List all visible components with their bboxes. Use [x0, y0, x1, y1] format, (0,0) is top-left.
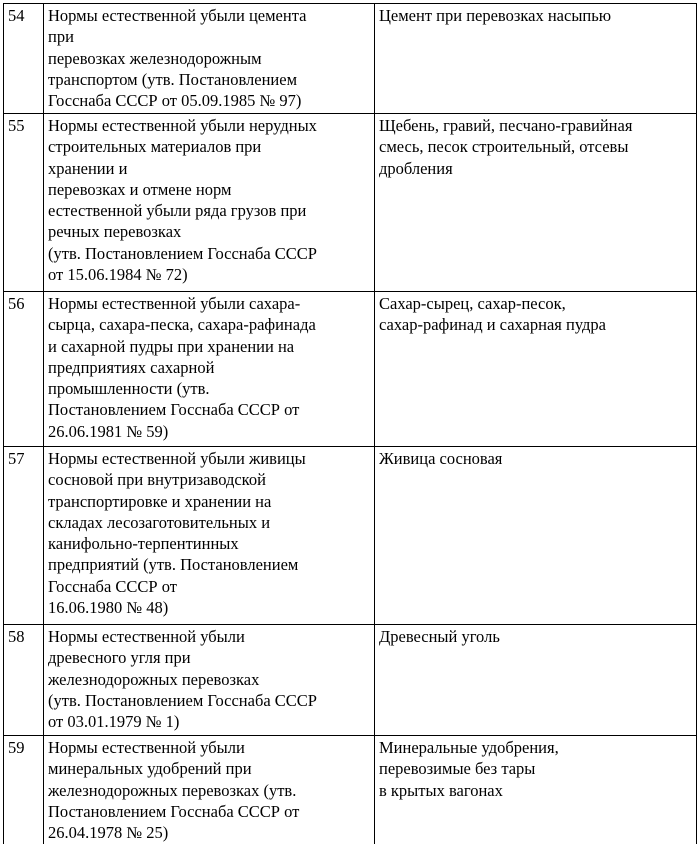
norm-title-line: Госснаба СССР от	[48, 576, 177, 596]
norm-title-line: перевозках железнодорожным	[48, 48, 262, 68]
norm-title-line: и сахарной пудры при хранении на	[48, 336, 295, 356]
norm-title-line: от 15.06.1984 № 72)	[48, 265, 188, 285]
table-row	[4, 4, 697, 114]
norm-title-line: перевозках и отмене норм	[48, 179, 232, 199]
norm-title	[44, 292, 375, 447]
row-number: 54	[4, 4, 44, 114]
goods-line: дробления	[379, 158, 453, 178]
table-row	[4, 447, 697, 625]
norm-title	[44, 447, 375, 625]
table-row	[4, 736, 697, 844]
goods-line: Щебень, гравий, песчано-гравийная	[379, 116, 633, 135]
norm-title	[44, 114, 375, 292]
norm-title-line: при	[48, 27, 74, 47]
norm-title-line: железнодорожных перевозках	[48, 669, 260, 689]
norm-title-line: канифольно-терпентинных	[48, 534, 239, 554]
norm-title-line: транспортировке и хранении на	[48, 491, 272, 511]
row-number: 58	[4, 625, 44, 736]
norm-title-line: минеральных удобрений при	[48, 759, 252, 779]
goods-line: Цемент при перевозках насыпью	[379, 6, 612, 25]
norm-title-line: Нормы естественной убыли	[48, 738, 245, 757]
goods-line: Древесный уголь	[379, 627, 500, 646]
goods-description	[375, 736, 697, 844]
goods-description	[375, 625, 697, 736]
norm-title-line: (утв. Постановлением Госснаба СССР	[48, 243, 317, 263]
norm-title-line: 16.06.1980 № 48)	[48, 598, 169, 618]
norm-title-line: Госснаба СССР от 05.09.1985 № 97)	[48, 91, 302, 111]
goods-line: смесь, песок строительный, отсевы	[379, 137, 629, 157]
norm-title	[44, 625, 375, 736]
norms-table	[3, 3, 697, 844]
goods-line: Сахар-сырец, сахар-песок,	[379, 294, 566, 313]
norm-title-line: сырца, сахара-песка, сахара-рафинада	[48, 315, 316, 335]
row-number: 59	[4, 736, 44, 844]
norm-title-line: предприятий (утв. Постановлением	[48, 555, 299, 575]
norm-title-line: промышленности (утв.	[48, 379, 210, 399]
norm-title-line: Нормы естественной убыли нерудных	[48, 116, 317, 135]
norm-title-line: древесного угля при	[48, 648, 191, 668]
goods-description	[375, 292, 697, 447]
norm-title-line: от 03.01.1979 № 1)	[48, 712, 180, 732]
goods-line: Минеральные удобрения,	[379, 738, 559, 757]
norm-title	[44, 4, 375, 114]
norm-title-line: 26.04.1978 № 25)	[48, 823, 169, 843]
table-row	[4, 625, 697, 736]
goods-description	[375, 4, 697, 114]
goods-line: в крытых вагонах	[379, 780, 503, 800]
norm-title-line: складах лесозаготовительных и	[48, 512, 271, 532]
goods-description	[375, 114, 697, 292]
norm-title-line: предприятиях сахарной	[48, 357, 215, 377]
goods-line: перевозимые без тары	[379, 759, 536, 779]
norm-title-line: Постановлением Госснаба СССР от	[48, 400, 300, 420]
goods-line: Живица сосновая	[379, 449, 503, 468]
norm-title-line: речных перевозках	[48, 222, 182, 242]
norm-title-line: железнодорожных перевозках (утв.	[48, 780, 297, 800]
norm-title-line: строительных материалов при	[48, 137, 262, 157]
norm-title-line: Нормы естественной убыли сахара-	[48, 294, 301, 313]
norm-title-line: сосновой при внутризаводской	[48, 470, 266, 490]
row-number: 55	[4, 114, 44, 292]
table-row	[4, 114, 697, 292]
norm-title-line: хранении и	[48, 158, 128, 178]
norm-title	[44, 736, 375, 844]
goods-line: сахар-рафинад и сахарная пудра	[379, 315, 607, 335]
norm-title-line: (утв. Постановлением Госснаба СССР	[48, 690, 317, 710]
row-number: 56	[4, 292, 44, 447]
norm-title-line: Нормы естественной убыли цемента	[48, 6, 307, 25]
norm-title-line: Нормы естественной убыли живицы	[48, 449, 306, 468]
norm-title-line: транспортом (утв. Постановлением	[48, 69, 298, 89]
row-number: 57	[4, 447, 44, 625]
norm-title-line: 26.06.1981 № 59)	[48, 421, 169, 441]
table-row	[4, 292, 697, 447]
norm-title-line: Постановлением Госснаба СССР от	[48, 801, 300, 821]
goods-description	[375, 447, 697, 625]
norm-title-line: Нормы естественной убыли	[48, 627, 245, 646]
norm-title-line: естественной убыли ряда грузов при	[48, 201, 307, 221]
